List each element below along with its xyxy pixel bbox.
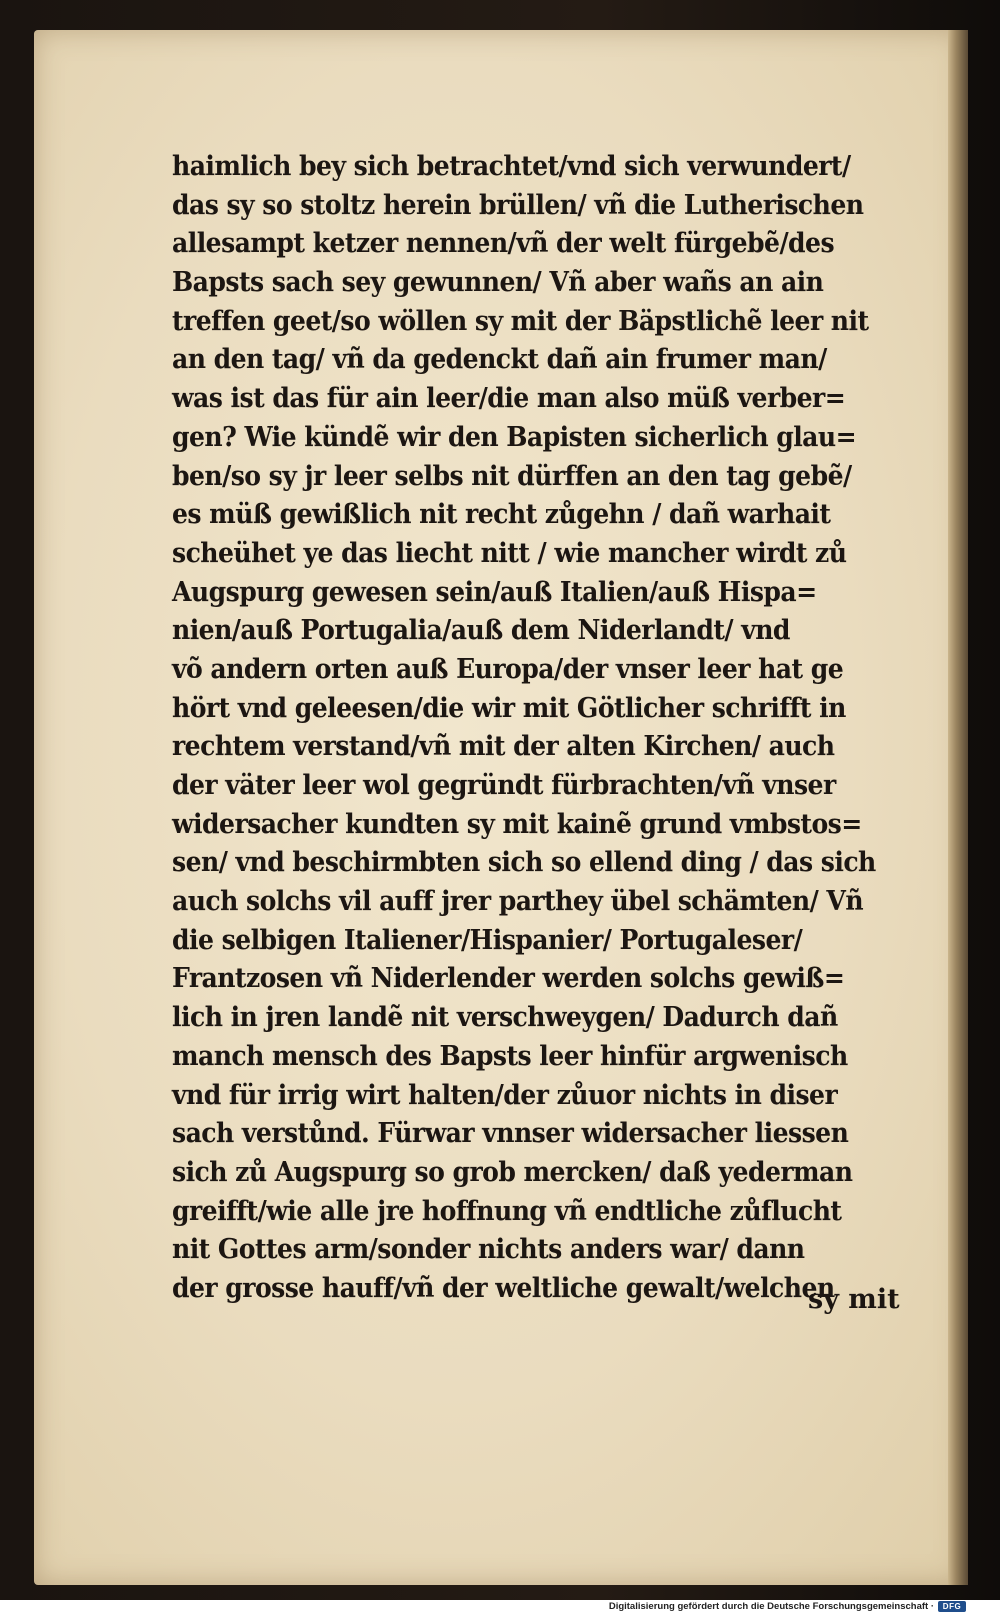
text-line: vnd für irrig wirt halten/der zůuor nichts in diser — [172, 1079, 838, 1111]
page-text — [172, 148, 897, 1309]
catchword: sy mit — [808, 1284, 900, 1315]
text-line: sach verstůnd. Fürwar vnnser widersacher liessen — [172, 1118, 849, 1150]
text-line: auch solchs vil auff jrer parthey übel schämten/ Vñ — [172, 886, 864, 918]
text-line: allesampt ketzer nennen/vñ der welt fürgebẽ/des — [172, 228, 835, 260]
text-line: haimlich bey sich betrachtet/vnd sich verwundert/ — [172, 151, 851, 182]
digitization-footer — [0, 1600, 1000, 1613]
text-line: der väter leer wol gegründt fürbrachten/vñ vnser — [172, 770, 836, 801]
text-line: sich zů Augspurg so grob mercken/ daß yederman — [172, 1156, 853, 1188]
text-line: gen? Wie kündẽ wir den Bapisten sicherlich glau= — [172, 421, 857, 453]
text-line: widersacher kundten sy mit kainẽ grund vmbstos= — [172, 808, 862, 840]
text-line: scheühet ye das liecht nitt / wie mancher wirdt zů — [172, 537, 847, 569]
text-line: an den tag/ vñ da gedenckt dañ ain frumer man/ — [172, 344, 827, 376]
text-line: hört vnd geleesen/die wir mit Götlicher schrifft in — [172, 692, 846, 724]
text-line: das sy so stoltz herein brüllen/ vñ die Lutherischen — [172, 189, 864, 221]
text-line: lich in jren landẽ nit verschweygen/ Dadurch dañ — [172, 1002, 838, 1034]
page-edge-shadow — [948, 30, 968, 1585]
text-line: es müß gewißlich nit recht zůgehn / dañ warhait — [172, 499, 831, 531]
text-line: nien/auß Portugalia/auß dem Niderlandt/ vnd — [172, 615, 790, 647]
text-line: Augspurg gewesen sein/auß Italien/auß Hispa= — [172, 576, 817, 608]
text-line: der grosse hauff/vñ der weltliche gewalt/welchen — [172, 1272, 835, 1304]
text-line: die selbigen Italiener/Hispanier/ Portugaleser/ — [172, 924, 803, 956]
text-line: Frantzosen vñ Niderlender werden solchs gewiß= — [172, 963, 845, 995]
text-line: greifft/wie alle jre hoffnung vñ endtliche zůflucht — [172, 1195, 842, 1227]
text-line: was ist das für ain leer/die man also müß verber= — [172, 383, 846, 415]
dfg-logo-icon: DFG — [938, 1601, 966, 1612]
text-line: nit Gottes arm/sonder nichts anders war/ dann — [172, 1234, 805, 1266]
text-line: Bapsts sach sey gewunnen/ Vñ aber wañs an ain — [172, 267, 824, 299]
text-line: võ andern orten auß Europa/der vnser leer hat ge — [172, 653, 844, 685]
text-line: treffen geet/so wöllen sy mit der Bäpstlichẽ leer nit — [172, 305, 869, 337]
text-line: manch mensch des Bapsts leer hinfür argwenisch — [172, 1040, 848, 1072]
text-line: rechtem verstand/vñ mit der alten Kirchen/ auch — [172, 731, 835, 763]
text-line: sen/ vnd beschirmbten sich so ellend ding / das sich — [172, 847, 876, 879]
text-line: ben/so sy jr leer selbs nit dürffen an den tag gebẽ/ — [172, 460, 852, 492]
funding-credit: Digitalisierung gefördert durch die Deutsche Forschungsgemeinschaft · — [608, 1601, 934, 1612]
